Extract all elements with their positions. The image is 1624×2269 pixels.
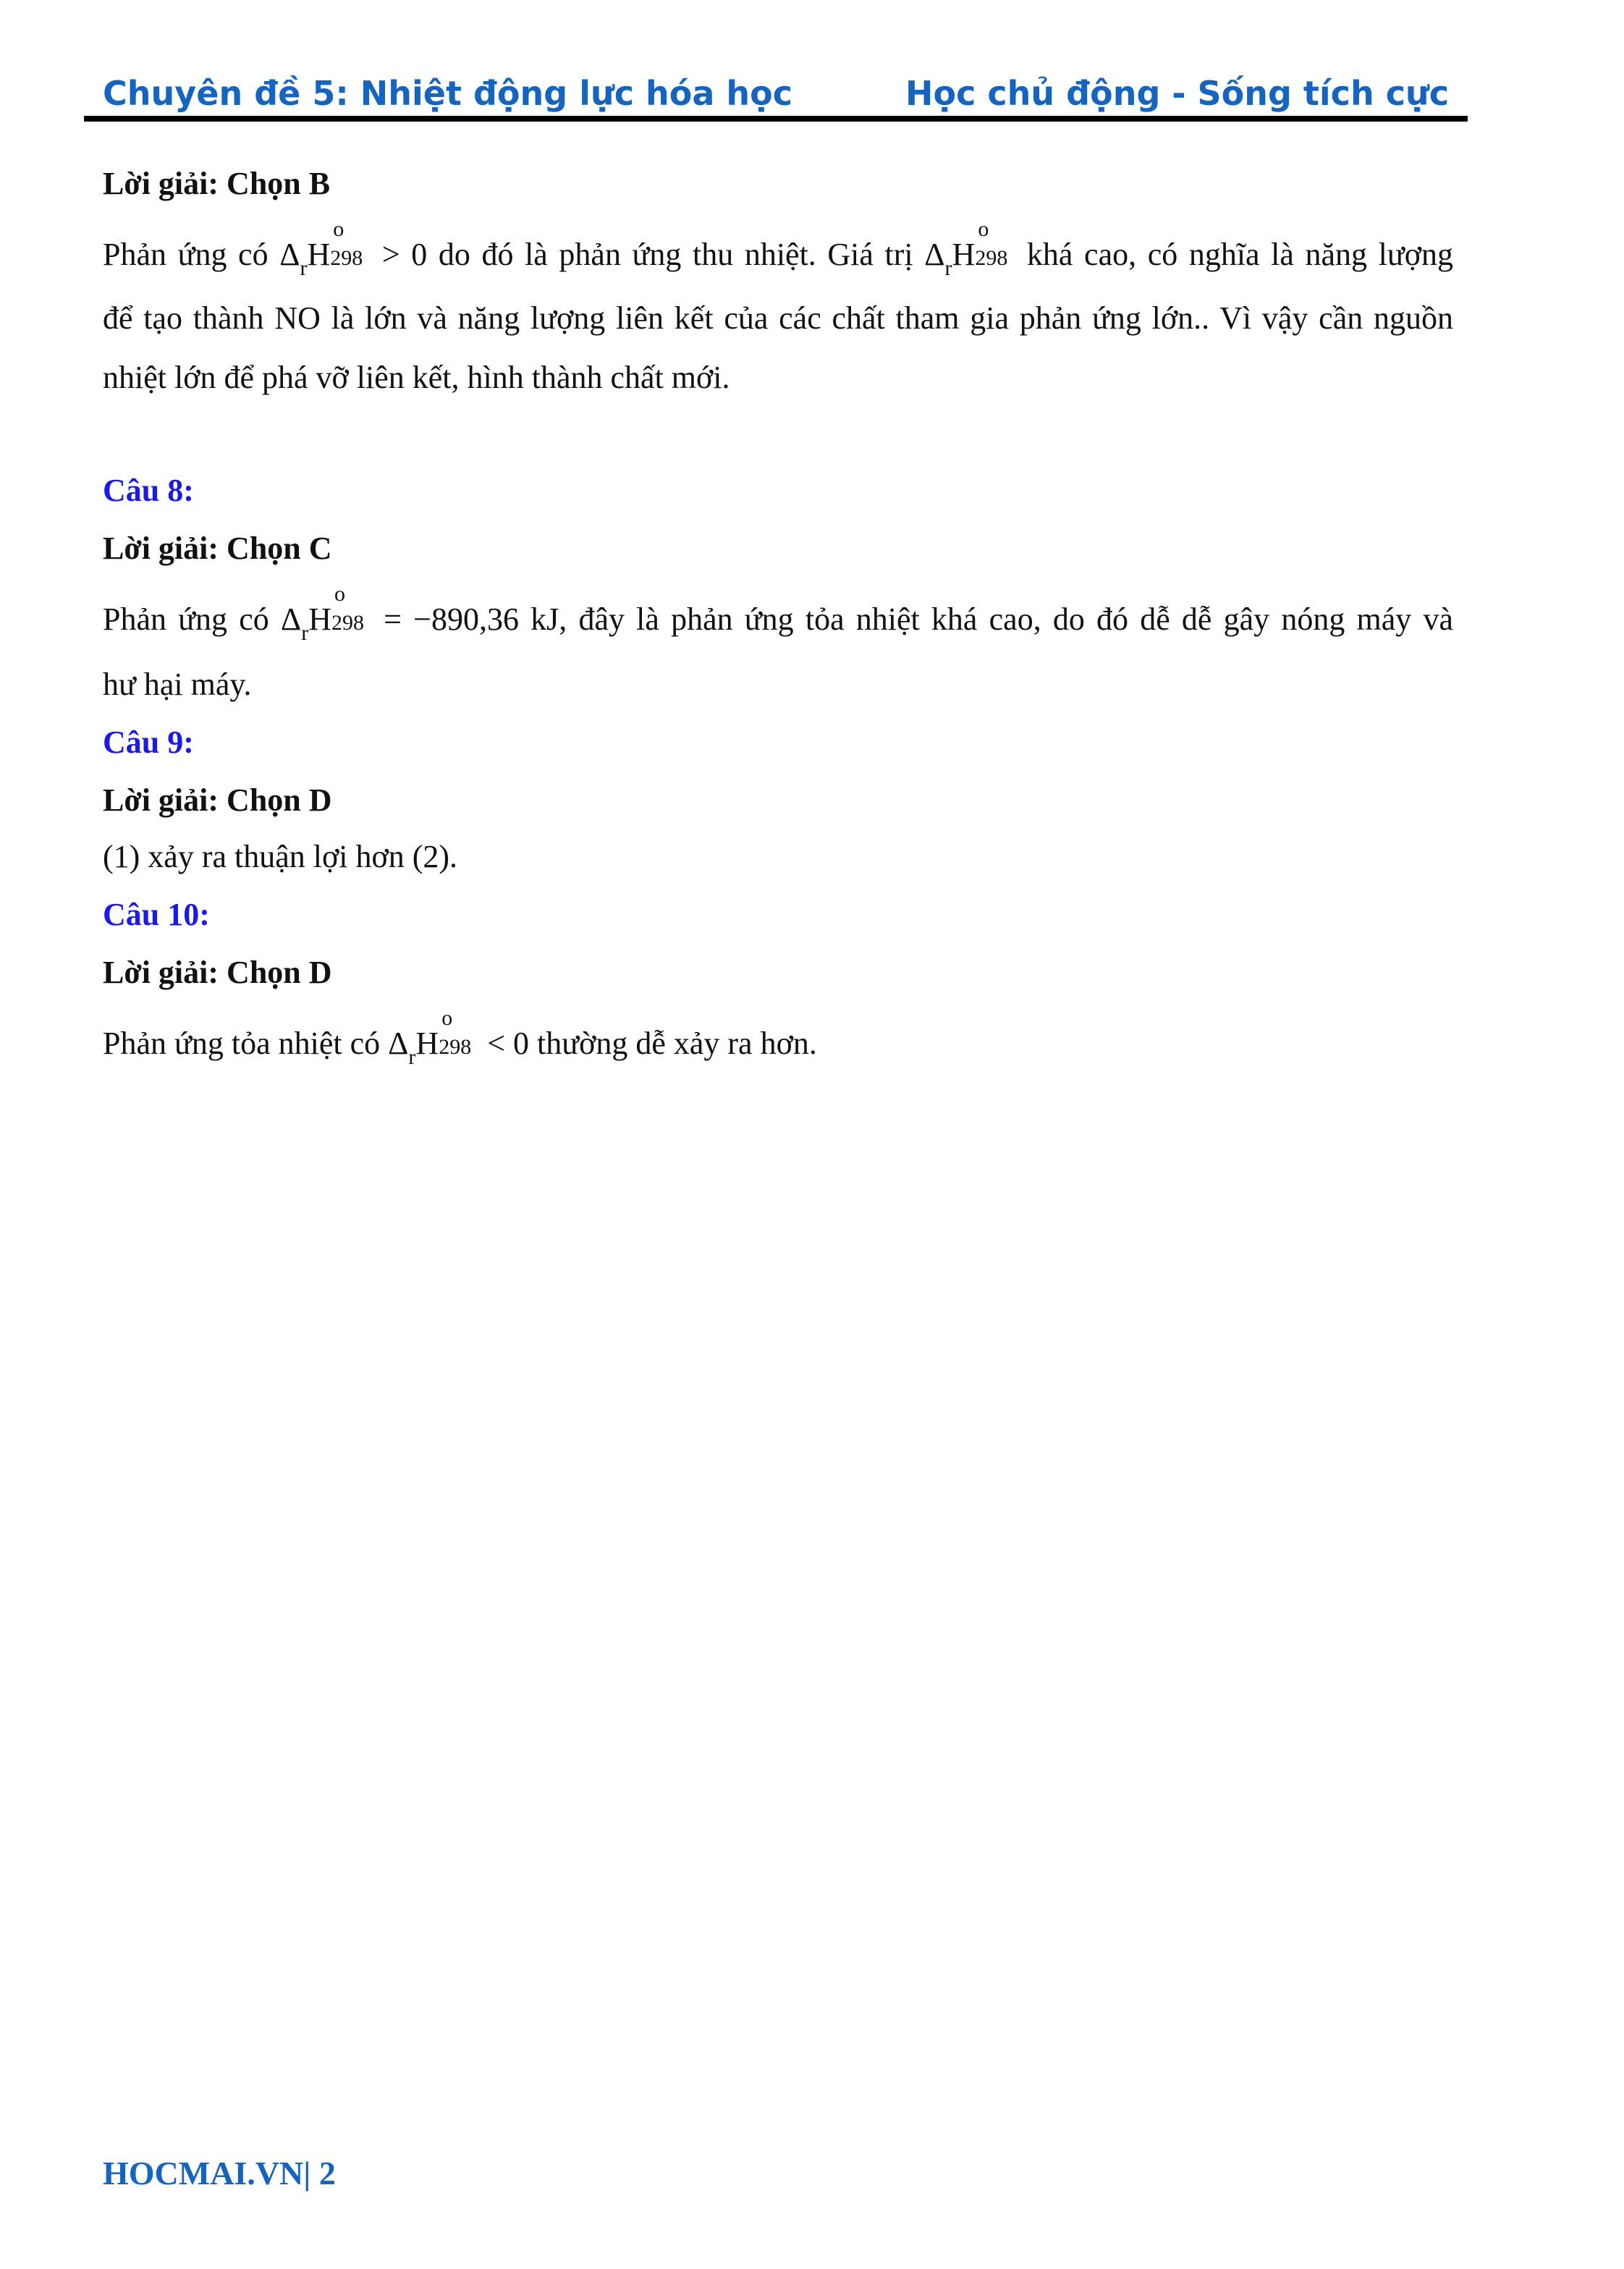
text-fragment: Phản ứng tỏa nhiệt có bbox=[103, 1026, 389, 1061]
text-fragment: Phản ứng có bbox=[103, 601, 281, 637]
text-fragment: > 0 do đó là phản ứng thu nhiệt. Giá trị bbox=[371, 237, 925, 272]
header-slogan: Học chủ động - Sống tích cực bbox=[905, 74, 1449, 113]
cau8-title: Câu 8: bbox=[103, 473, 194, 508]
cau9-title: Câu 9: bbox=[103, 724, 194, 760]
header-divider bbox=[84, 116, 1468, 122]
enthalpy-formula: $\Delta_rH$ o 298 bbox=[279, 217, 363, 280]
enthalpy-formula: $\Delta_rH$ o 298 bbox=[924, 217, 1008, 280]
cau7-explanation-line-3: nhiệt lớn để phá vỡ liên kết, hình thành chất mới. bbox=[103, 360, 730, 395]
cau7-explanation-line-1 bbox=[103, 217, 1453, 280]
cau10-title: Câu 10: bbox=[103, 897, 210, 932]
cau8-answer: Lời giải: Chọn C bbox=[103, 531, 332, 566]
cau9-explanation-line-1: (1) xảy ra thuận lợi hơn (2). bbox=[103, 839, 458, 874]
text-fragment: khá cao, có nghĩa là năng lượng bbox=[1015, 237, 1453, 272]
page-footer: HOCMAI.VN| 2 bbox=[103, 2155, 336, 2192]
enthalpy-formula: $\Delta_rH$ o 298 bbox=[388, 1006, 472, 1069]
cau8-explanation-line-2: hư hại máy. bbox=[103, 667, 252, 702]
cau8-explanation-line-1 bbox=[103, 582, 1453, 645]
cau10-explanation-line-1 bbox=[103, 1006, 817, 1069]
cau9-answer: Lời giải: Chọn D bbox=[103, 782, 332, 818]
cau10-answer: Lời giải: Chọn D bbox=[103, 955, 332, 990]
header-topic-title: Chuyên đề 5: Nhiệt động lực hóa học bbox=[103, 74, 793, 113]
cau7-answer: Lời giải: Chọn B bbox=[103, 166, 331, 201]
cau7-explanation-line-2: để tạo thành NO là lớn và năng lượng liên kết của các chất tham gia phản ứng lớn.. Vì vậy cần nguồn bbox=[103, 300, 1453, 336]
page-header bbox=[103, 74, 1449, 120]
text-fragment: < 0 thường dễ xảy ra hơn. bbox=[479, 1026, 817, 1061]
text-fragment: = −890,36 kJ, đây là phản ứng tỏa nhiệt khá cao, do đó dễ dễ gây nóng máy và bbox=[372, 601, 1453, 637]
enthalpy-formula: $\Delta_rH$ o 298 bbox=[280, 582, 364, 645]
text-fragment: Phản ứng có bbox=[103, 237, 280, 272]
